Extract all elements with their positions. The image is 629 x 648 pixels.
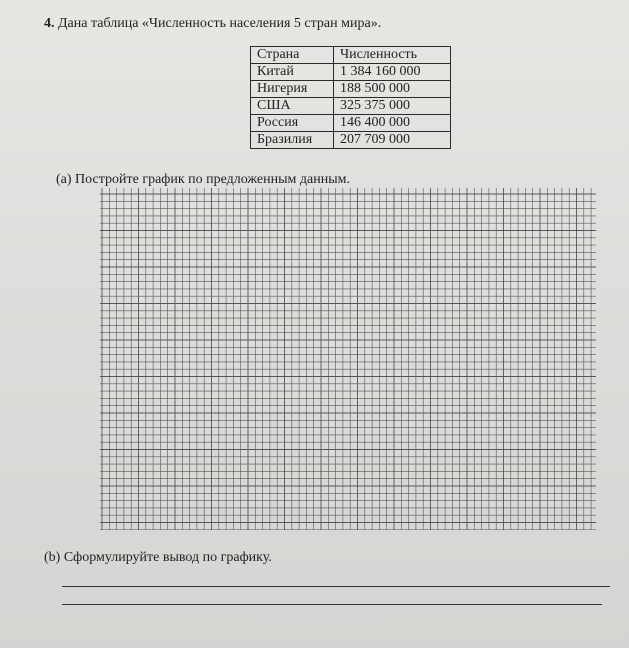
table-row	[251, 98, 451, 115]
population-table	[250, 46, 451, 149]
graph-paper-grid[interactable]	[100, 188, 596, 530]
table-header-country: Страна	[251, 47, 334, 64]
table-row	[251, 81, 451, 98]
table-cell-population: 207 709 000	[334, 132, 451, 149]
table-cell-country: США	[251, 98, 334, 115]
table-row	[251, 115, 451, 132]
table-cell-population: 1 384 160 000	[334, 64, 451, 81]
table-cell-population: 325 375 000	[334, 98, 451, 115]
table-cell-country: Нигерия	[251, 81, 334, 98]
table-row	[251, 64, 451, 81]
task-text: Дана таблица «Численность населения 5 стран мира».	[58, 16, 382, 31]
table-cell-population: 188 500 000	[334, 81, 451, 98]
part-a-instruction: (a) Постройте график по предложенным данным.	[56, 172, 350, 187]
table-cell-country: Бразилия	[251, 132, 334, 149]
table-cell-country: Россия	[251, 115, 334, 132]
answer-line[interactable]	[62, 604, 602, 605]
table-row	[251, 132, 451, 149]
table-cell-population: 146 400 000	[334, 115, 451, 132]
table-header-row	[251, 47, 451, 64]
answer-line[interactable]	[62, 586, 610, 587]
part-b-instruction: (b) Сформулируйте вывод по графику.	[44, 550, 272, 565]
task-heading	[44, 16, 381, 32]
table-header-population: Численность	[334, 47, 451, 64]
table-cell-country: Китай	[251, 64, 334, 81]
task-number: 4.	[44, 16, 55, 31]
